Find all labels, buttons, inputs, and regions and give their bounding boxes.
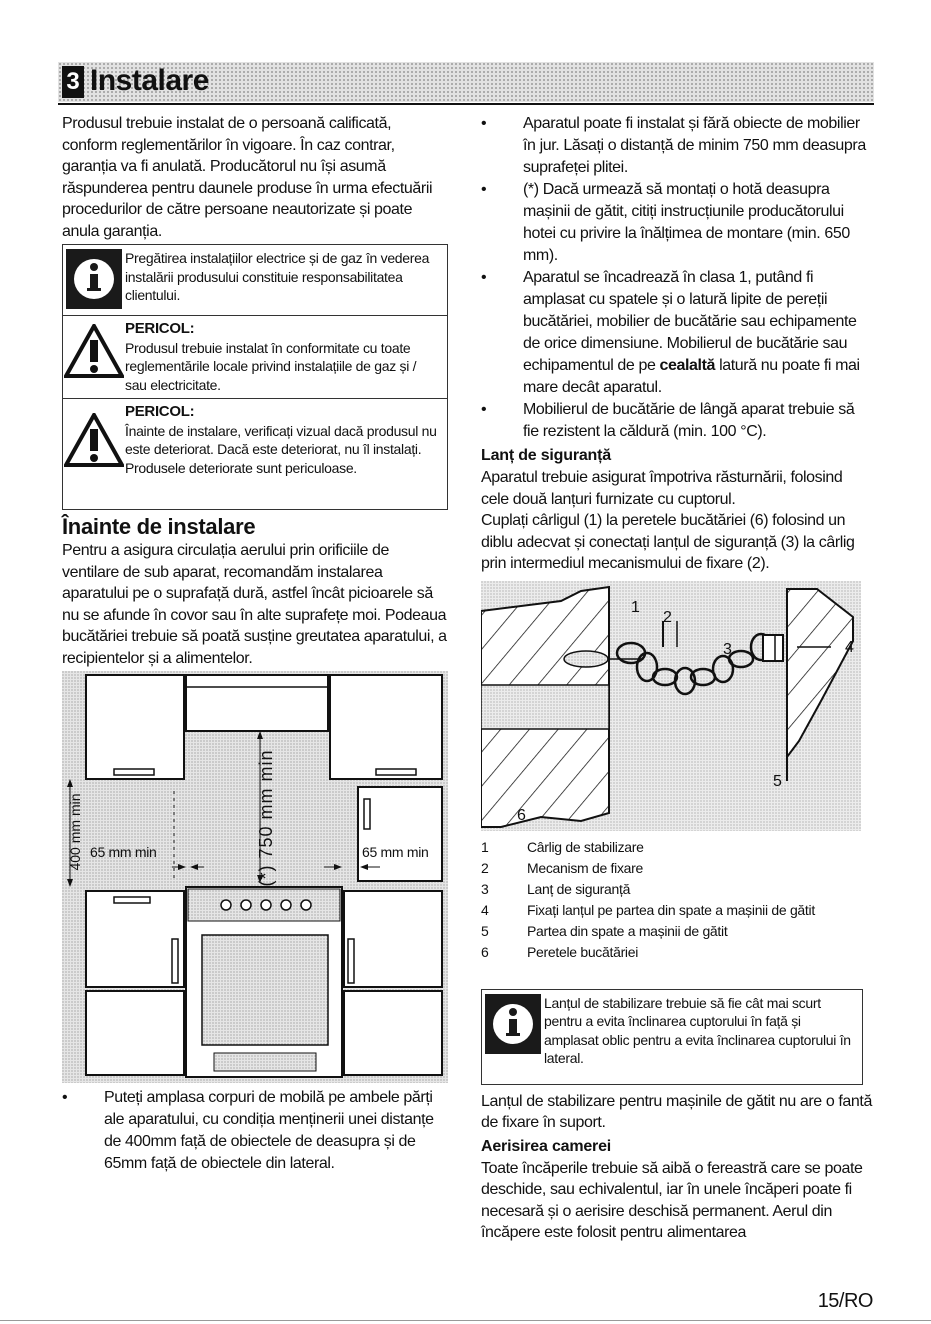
class-text-bold: cealaltă	[659, 357, 716, 374]
danger-notice-1-title: PERICOL:	[125, 320, 195, 337]
legend-item: 6 Peretele bucătăriei	[481, 943, 639, 960]
before-installation-paragraph: Pentru a asigura circulația aerului prin orificiile de ventilare de sub aparat, recomandăm instalarea aparatului pe o suprafață dură, astfel încât picioarele să nu se afunde în covor sau în alte suprafețe moi. Podeaua bucătăriei trebuie să poată susține greutatea aparatului, a recipientelor și a alimentelor.	[62, 542, 447, 667]
chain-paragraph-3: Lanțul de stabilizare pentru mașinile de gătit nu are o fantă de fixare în suport.	[481, 1092, 872, 1131]
info-notice	[63, 245, 447, 316]
chain-paragraph-1: Aparatul trebuie asigurat împotriva răsturnării, folosind cele două lanțuri furnizate cu cuptorul.	[481, 469, 843, 508]
figure-label-6: 6	[517, 806, 526, 824]
list-item: • Mobilierul de bucătărie de lângă aparat trebuie să fie rezistent la căldură (min. 100 °C).	[481, 399, 873, 443]
ventilation-heading: Aerisirea camerei	[481, 1137, 612, 1155]
legend-item: 3 Lanț de siguranță	[481, 880, 631, 897]
intro-paragraph: Produsul trebuie instalat de o persoană calificată, conform reglementărilor în vigoare. În caz contrar, garanția va fi anulată. Producătorul nu își asumă răspunderea pentru daunele produse în urma efectuării procedurilor de către persoane neautorizate și poate anula garanția.	[62, 115, 433, 240]
chain-info-notice	[481, 989, 863, 1085]
chain-paragraph-2: Cuplați cârligul (1) la peretele bucătăriei (6) folosind un diblu adecvat și conectați lanțul de siguranță (3) la cârlig prin intermediul mecanismului de fixare (2).	[481, 512, 855, 572]
list-item: • (*) Dacă urmează să montați o hotă deasupra mașinii de gătit, citiți instrucțiunile producătorului hotei cu privire la înălțimea de montare (min. 650 mm).	[481, 179, 873, 267]
section-title: Instalare	[90, 64, 209, 97]
legend-item: 1 Cârlig de stabilizare	[481, 838, 644, 855]
danger-notice-1	[63, 316, 447, 399]
list-item: • Puteți amplasa corpuri de mobilă pe ambele părți ale aparatului, cu condiția menținerii unei distanțe de 400mm față de obiectele de deasupra și de 65mm față de obiectele din lateral.	[62, 1087, 448, 1175]
list-item-class-1	[481, 267, 873, 399]
header-divider	[58, 103, 874, 105]
legend-item: 4 Fixați lanțul pe partea din spate a mașinii de gătit	[481, 901, 815, 918]
left-column	[62, 113, 448, 1175]
dimension-label-65-left: 65 mm min	[90, 844, 157, 860]
before-installation-heading: Înainte de instalare	[62, 514, 256, 539]
legend-item: 2 Mecanism de fixare	[481, 859, 643, 876]
list-item: • Aparatul poate fi instalat și fără obiecte de mobilier în jur. Lăsați o distanță de minim 750 mm deasupra suprafeței plitei.	[481, 113, 873, 179]
danger-notice-2-text: Înainte de instalare, verificați vizual dacă produsul nu este deteriorat. Dacă este deteriorat, nu îl instalați. Produsele deteriorate sunt periculoase.	[125, 422, 437, 476]
info-notice-text: Pregătirea instalațiilor electrice și de gaz în vederea instalării produsului constituie responsabilitatea clientului.	[125, 250, 430, 303]
chain-heading: Lanț de siguranță	[481, 447, 611, 464]
danger-notice-1-text: Produsul trebuie instalat în conformitate cu toate reglementările locale privind instalațiile de gaz și / sau electricitate.	[125, 339, 417, 393]
chain-info-notice-text: Lanțul de stabilizare trebuie să fie cât mai scurt pentru a evita înclinarea cuptorului în față și amplasat oblic pentru a evita înclinarea cuptorului în lateral.	[544, 994, 851, 1066]
dimension-label-65-right: 65 mm min	[362, 844, 429, 860]
figure-legend	[481, 837, 873, 963]
figure-label-2: 2	[663, 608, 672, 626]
danger-notice-1-content	[125, 316, 447, 398]
danger-notice-2	[63, 399, 447, 509]
figure-label-3: 3	[723, 640, 732, 658]
danger-notice-2-content	[125, 399, 447, 481]
info-icon	[63, 249, 125, 309]
safety-chain-figure	[481, 581, 861, 831]
section-number: 3	[62, 66, 84, 98]
class-text-b: latură nu poate fi mai mare decât aparatul.	[523, 357, 860, 396]
info-icon	[482, 994, 544, 1054]
class-text-a: Aparatul se încadrează în clasa 1, putând fi amplasat cu spatele și o latură lipite de pereții bucătăriei, mobilier de bucătărie sau echipamente de orice dimensiune. Mobilierul de bucătărie sau echipamentul de pe	[523, 269, 857, 374]
ventilation-paragraph: Toate încăperile trebuie să aibă o fereastră care se poate deschide, sau echivalentul, iar în unele încăperi poate fi necesară și o aerisire deschisă permanent. Aerul din încăpere este folosit pentru alimentarea	[481, 1159, 863, 1241]
figure-label-4: 4	[845, 638, 854, 656]
right-column	[481, 113, 873, 1244]
page-number: 15/RO	[817, 1290, 873, 1312]
warning-triangle-icon	[63, 413, 125, 467]
warning-triangle-icon	[63, 324, 125, 378]
danger-notice-2-title: PERICOL:	[125, 403, 195, 420]
dimension-label-750: (*) 750 mm min	[256, 749, 276, 887]
clearance-diagram	[62, 671, 448, 1083]
legend-item: 5 Partea din spate a mașinii de gătit	[481, 922, 728, 939]
figure-label-5: 5	[773, 772, 782, 790]
dimension-label-400: 400 mm min	[67, 793, 83, 871]
left-bullet-list	[62, 1087, 448, 1175]
notice-stack	[62, 244, 448, 510]
footer-divider	[0, 1320, 931, 1321]
right-bullet-list	[481, 113, 873, 443]
figure-label-1: 1	[631, 598, 640, 616]
